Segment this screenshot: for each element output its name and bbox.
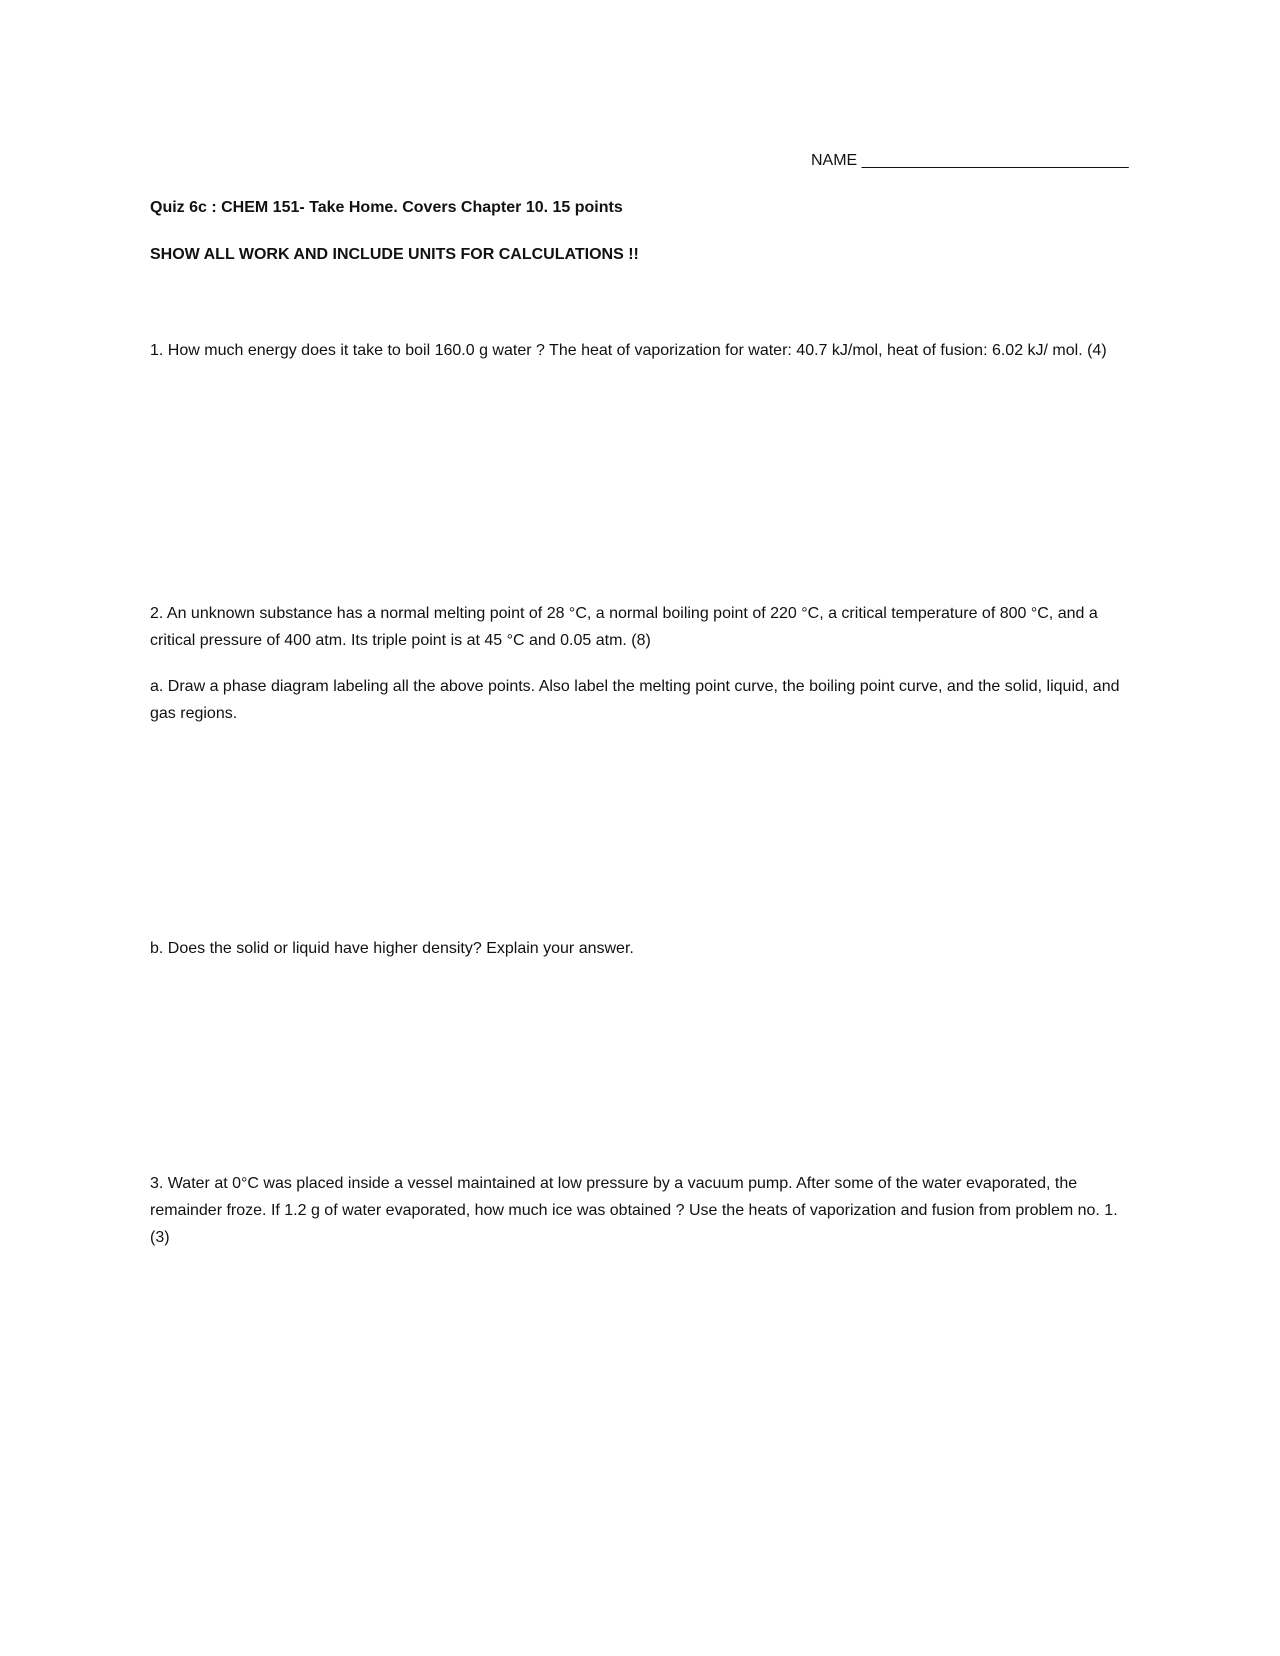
name-blank-line: ______________________________ bbox=[861, 152, 1129, 169]
question-1: 1. How much energy does it take to boil 160.0 g water ? The heat of vaporization for water: 40.7 kJ/mol, heat of fusion: 6.02 kJ/ mol. (4) bbox=[150, 342, 1107, 359]
quiz-instruction: SHOW ALL WORK AND INCLUDE UNITS FOR CALCULATIONS !! bbox=[150, 246, 639, 263]
name-field bbox=[811, 152, 1129, 170]
question-2-part-b: b. Does the solid or liquid have higher density? Explain your answer. bbox=[150, 940, 634, 957]
name-label: NAME bbox=[811, 152, 858, 169]
question-3: 3. Water at 0°C was placed inside a vessel maintained at low pressure by a vacuum pump. After some of the water evaporated, the remainder froze. If 1.2 g of water evaporated, how much ice was obtained ? Use the heats of vaporization and fusion from problem no. 1.(3) bbox=[150, 1175, 1118, 1246]
question-2: 2. An unknown substance has a normal melting point of 28 °C, a normal boiling point of 220 °C, a critical temperature of 800 °C, and a critical pressure of 400 atm. Its triple point is at 45 °C and 0.05 atm. (8) bbox=[150, 605, 1098, 649]
question-2-part-a: a. Draw a phase diagram labeling all the above points. Also label the melting point curve, the boiling point curve, and the solid, liquid, and gas regions. bbox=[150, 678, 1120, 722]
quiz-title: Quiz 6c : CHEM 151- Take Home. Covers Chapter 10. 15 points bbox=[150, 199, 623, 216]
